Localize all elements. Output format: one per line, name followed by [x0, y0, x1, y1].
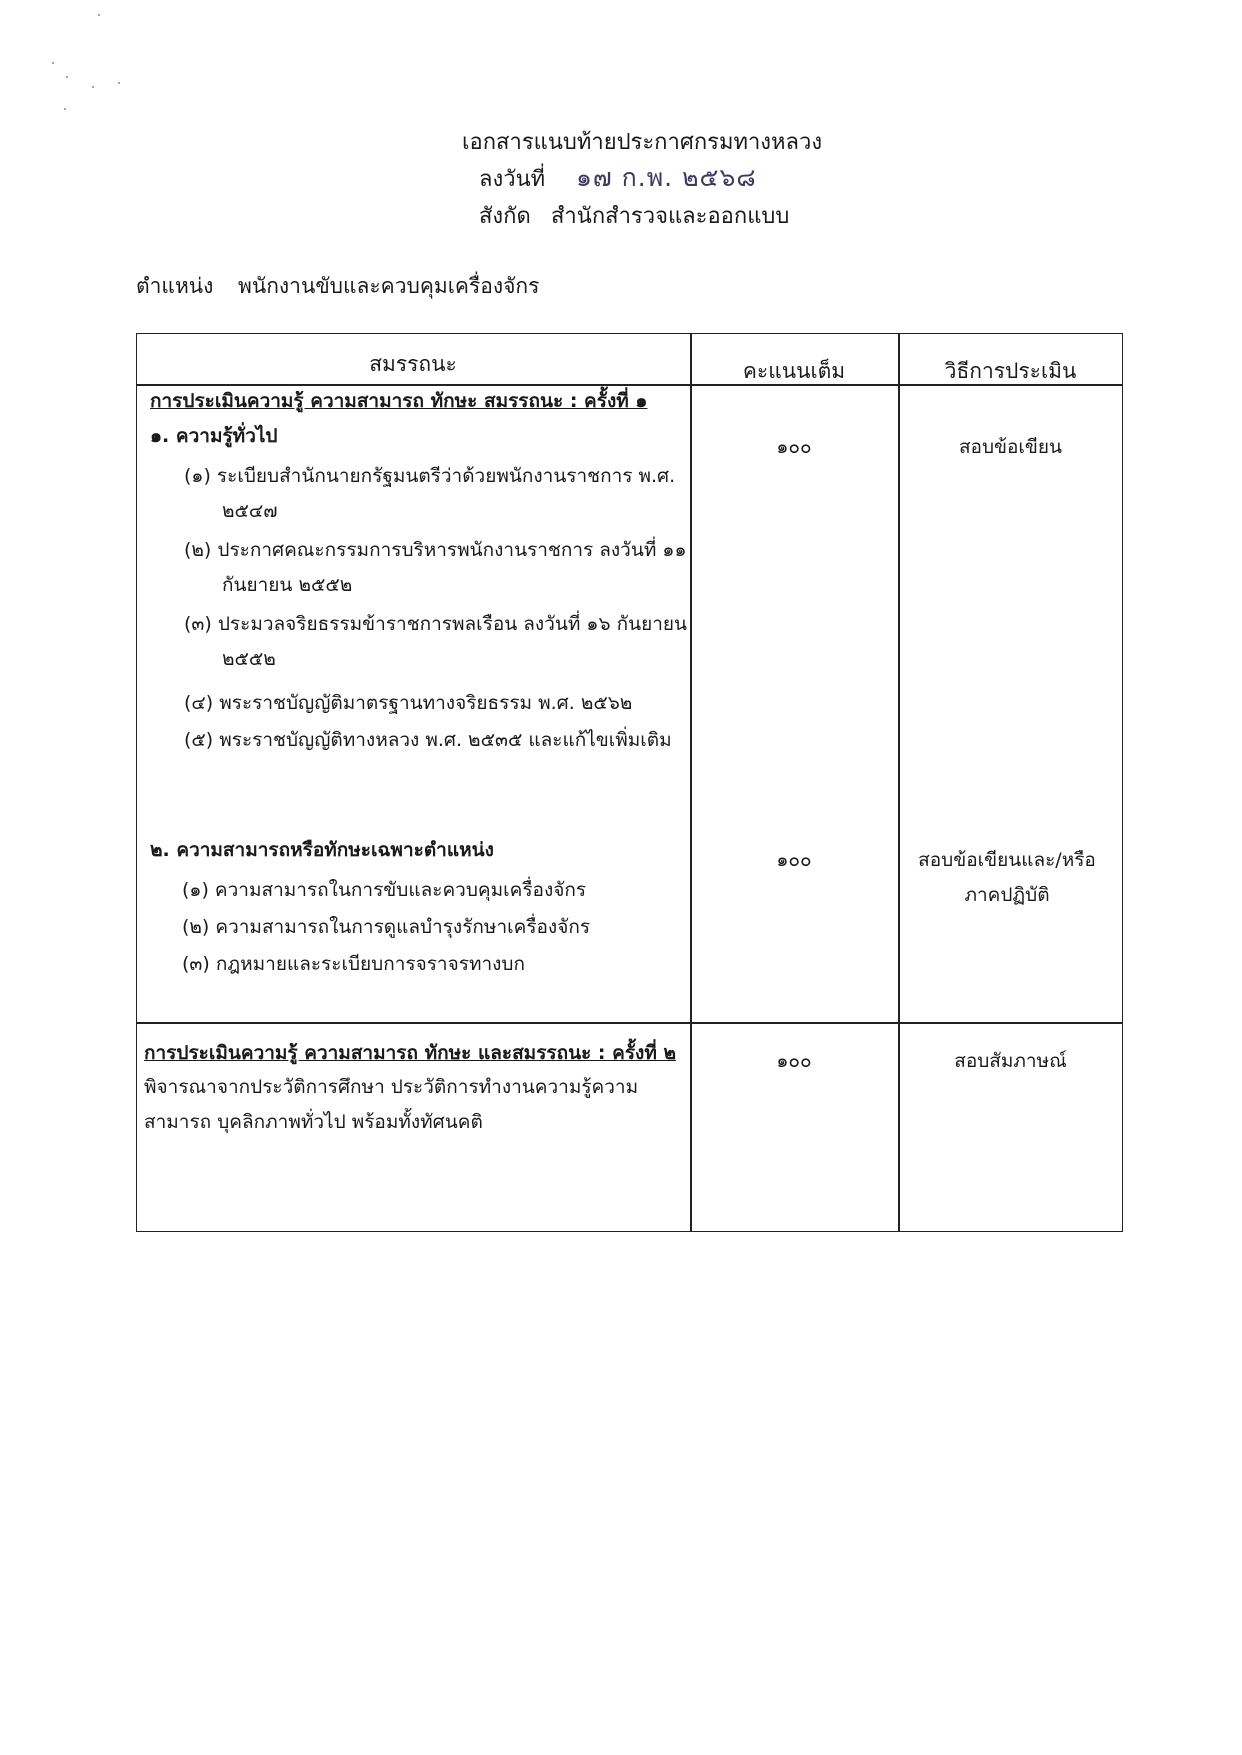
position-label: ตำแหน่ง: [136, 274, 214, 298]
sec2-method: สอบข้อเขียนและ/หรือภาคปฏิบัติ: [918, 849, 1096, 906]
sec2-score: ๑๐๐: [776, 849, 812, 871]
sec1-item-2: (๒) ประกาศคณะกรรมการบริหารพนักงานราชการ ลงวันที่ ๑๑ กันยายน ๒๕๕๒: [184, 539, 687, 596]
sec2-title: ๒. ความสามารถหรือทักษะเฉพาะตำแหน่ง: [150, 839, 494, 861]
sec1-item-4: (๔) พระราชบัญญัติมาตรฐานทางจริยธรรม พ.ศ. ๒๕๖๒: [184, 692, 633, 714]
header-title: เอกสารแนบท้ายประกาศกรมทางหลวง: [462, 130, 823, 155]
col-header-competency: สมรรถนะ: [369, 352, 457, 376]
sec1-score: ๑๐๐: [776, 436, 812, 458]
header-agency-label: สังกัด: [479, 204, 531, 229]
header-agency-value: สำนักสำรวจและออกแบบ: [551, 204, 790, 229]
sec1-item-1: (๑) ระเบียบสำนักนายกรัฐมนตรีว่าด้วยพนักงานราชการ พ.ศ. ๒๕๔๗: [184, 465, 676, 522]
col-divider-2: [898, 333, 900, 1232]
sec1-item-5: (๕) พระราชบัญญัติทางหลวง พ.ศ. ๒๕๓๕ และแก้ไขเพิ่มเติม: [184, 729, 672, 751]
round-divider: [136, 1022, 1123, 1024]
header-date-label: ลงวันที่: [479, 167, 546, 192]
col-header-full-score: คะแนนเต็ม: [742, 359, 846, 383]
round1-title: การประเมินความรู้ ความสามารถ ทักษะ สมรรถนะ : ครั้งที่ ๑: [150, 390, 648, 412]
sec2-item-2: (๒) ความสามารถในการดูแลบำรุงรักษาเครื่องจักร: [182, 916, 591, 938]
round2-text: พิจารณาจากประวัติการศึกษา ประวัติการทำงานความรู้ความสามารถ บุคลิกภาพทั่วไป พร้อมทั้งทัศนคติ: [144, 1076, 639, 1133]
sec1-method: สอบข้อเขียน: [958, 436, 1063, 458]
sec1-title: ๑. ความรู้ทั่วไป: [150, 425, 278, 447]
sec1-item-3: (๓) ประมวลจริยธรรมข้าราชการพลเรือน ลงวันที่ ๑๖ กันยายน ๒๕๕๒: [184, 613, 687, 670]
header-date-stamp: ๑๗ ก.พ. ๒๕๖๘: [576, 163, 757, 192]
round2-title: การประเมินความรู้ ความสามารถ ทักษะ และสมรรถนะ : ครั้งที่ ๒: [144, 1042, 676, 1064]
round2-method: สอบสัมภาษณ์: [954, 1050, 1067, 1072]
col-header-method: วิธีการประเมิน: [944, 359, 1077, 383]
round2-score: ๑๐๐: [776, 1050, 812, 1072]
position-value: พนักงานขับและควบคุมเครื่องจักร: [238, 274, 540, 298]
sec2-item-1: (๑) ความสามารถในการขับและควบคุมเครื่องจักร: [182, 879, 587, 901]
sec2-item-3: (๓) กฎหมายและระเบียบการจราจรทางบก: [182, 953, 525, 975]
